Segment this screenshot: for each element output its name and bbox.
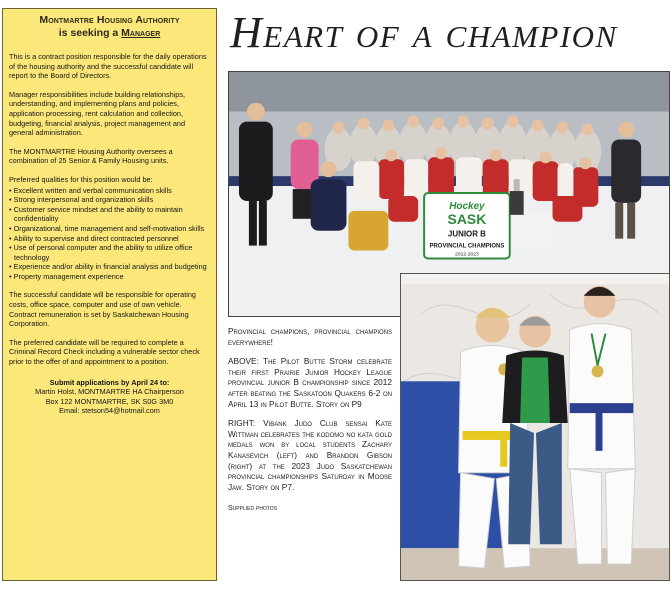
ad-title-org: Montmartre Housing Authority — [39, 14, 180, 26]
ad-qualifications-heading: Preferred qualities for this position would be: — [9, 174, 153, 184]
caption-right: RIGHT: Vibank Judo Club sensai Kate Wittman celebrates the kodomo no kata gold medals won by local students Zachary Kanasevich (left) and Brandon Gibson (right) at the 2023 Judo Saskatchewan provincial championships Saturday in Moose Jaw. Story on P7. — [228, 418, 392, 492]
caption-above: ABOVE: The Pilot Butte Storm celebrate their first Prairie Junior Hockey League provincial junior B championship since 2012 after beating the Saskatoon Quakers 6-2 on April 13 in Pilot Butte. Story on P9 — [228, 356, 392, 409]
banner-text-junior: JUNIOR B — [447, 229, 486, 239]
qualification-item: • Strong interpersonal and organization skills — [9, 195, 210, 205]
ad-paragraph-record-check: The preferred candidate will be required to complete a Criminal Record Check including a vulnerable sector check prior to the offer of and appointment to a position. — [9, 337, 200, 367]
housing-authority-ad — [2, 8, 217, 581]
photo-credit: Supplied photos — [228, 505, 278, 513]
ad-contact-name: Martin Holst, MONTMARTRE HA Chairperson — [35, 387, 184, 397]
ad-title-role: is seeking a Manager — [58, 27, 161, 39]
qualification-item: • Excellent written and verbal communication skills — [9, 186, 210, 196]
qualification-item: • Ability to supervise and direct contracted personnel — [9, 234, 210, 244]
ad-paragraph-units: The MONTMARTRE Housing Authority oversees a combination of 25 Senior & Family Housing units. — [9, 146, 173, 166]
ad-submit-heading: Submit applications by April 24 to: — [49, 377, 170, 387]
qualification-item: • Experience and/or ability in financial analysis and budgeting — [9, 262, 210, 272]
ad-paragraph-costs: The successful candidate will be responsible for operating costs, office space, computer and use of own vehicle. Contract remuneration is set by Saskatchewan Housing Corporation. — [9, 290, 196, 329]
photo-captions — [228, 326, 392, 515]
banner-text-sask: SASK — [447, 210, 487, 227]
page-headline: Heart of a champion — [230, 8, 618, 57]
qualification-item: • Use of personal computer and the ability to utilize office technology — [9, 243, 210, 262]
banner-text-champions: PROVINCIAL CHAMPIONS — [429, 243, 505, 250]
qualification-item: • Property management experience — [9, 272, 210, 282]
ad-contact-email[interactable]: Email: stetson54@hotmail.com — [59, 406, 160, 416]
ad-qualifications-list — [9, 186, 210, 282]
ad-title — [9, 14, 210, 40]
ad-submit-block — [9, 378, 210, 416]
qualification-item: • Customer service mindset and the ability to maintain confidentiality — [9, 205, 210, 224]
qualification-item: • Organizational, time management and self-motivation skills — [9, 224, 210, 234]
judo-photo-illustration — [401, 274, 669, 580]
ad-paragraph-intro: This is a contract position responsible for the daily operations of the housing authority and the successful candidate will report to the Board of Directors. — [9, 52, 207, 81]
banner-text-hockey: Hockey — [449, 200, 485, 212]
ad-contact-address: Box 122 MONTMARTRE, SK S0G 3M0 — [45, 396, 174, 406]
banner-text-season: 2022-2023 — [455, 252, 479, 258]
ad-paragraph-responsibilities: Manager responsibilities include building relationships, understanding, and implementing plans and policies, application processing, rent calculation and collection, budgeting, financial analysis, project management and general administration. — [9, 89, 186, 138]
judo-photo — [400, 273, 670, 581]
caption-lead: Provincial champions, provincial champions everywhere! — [228, 326, 392, 347]
